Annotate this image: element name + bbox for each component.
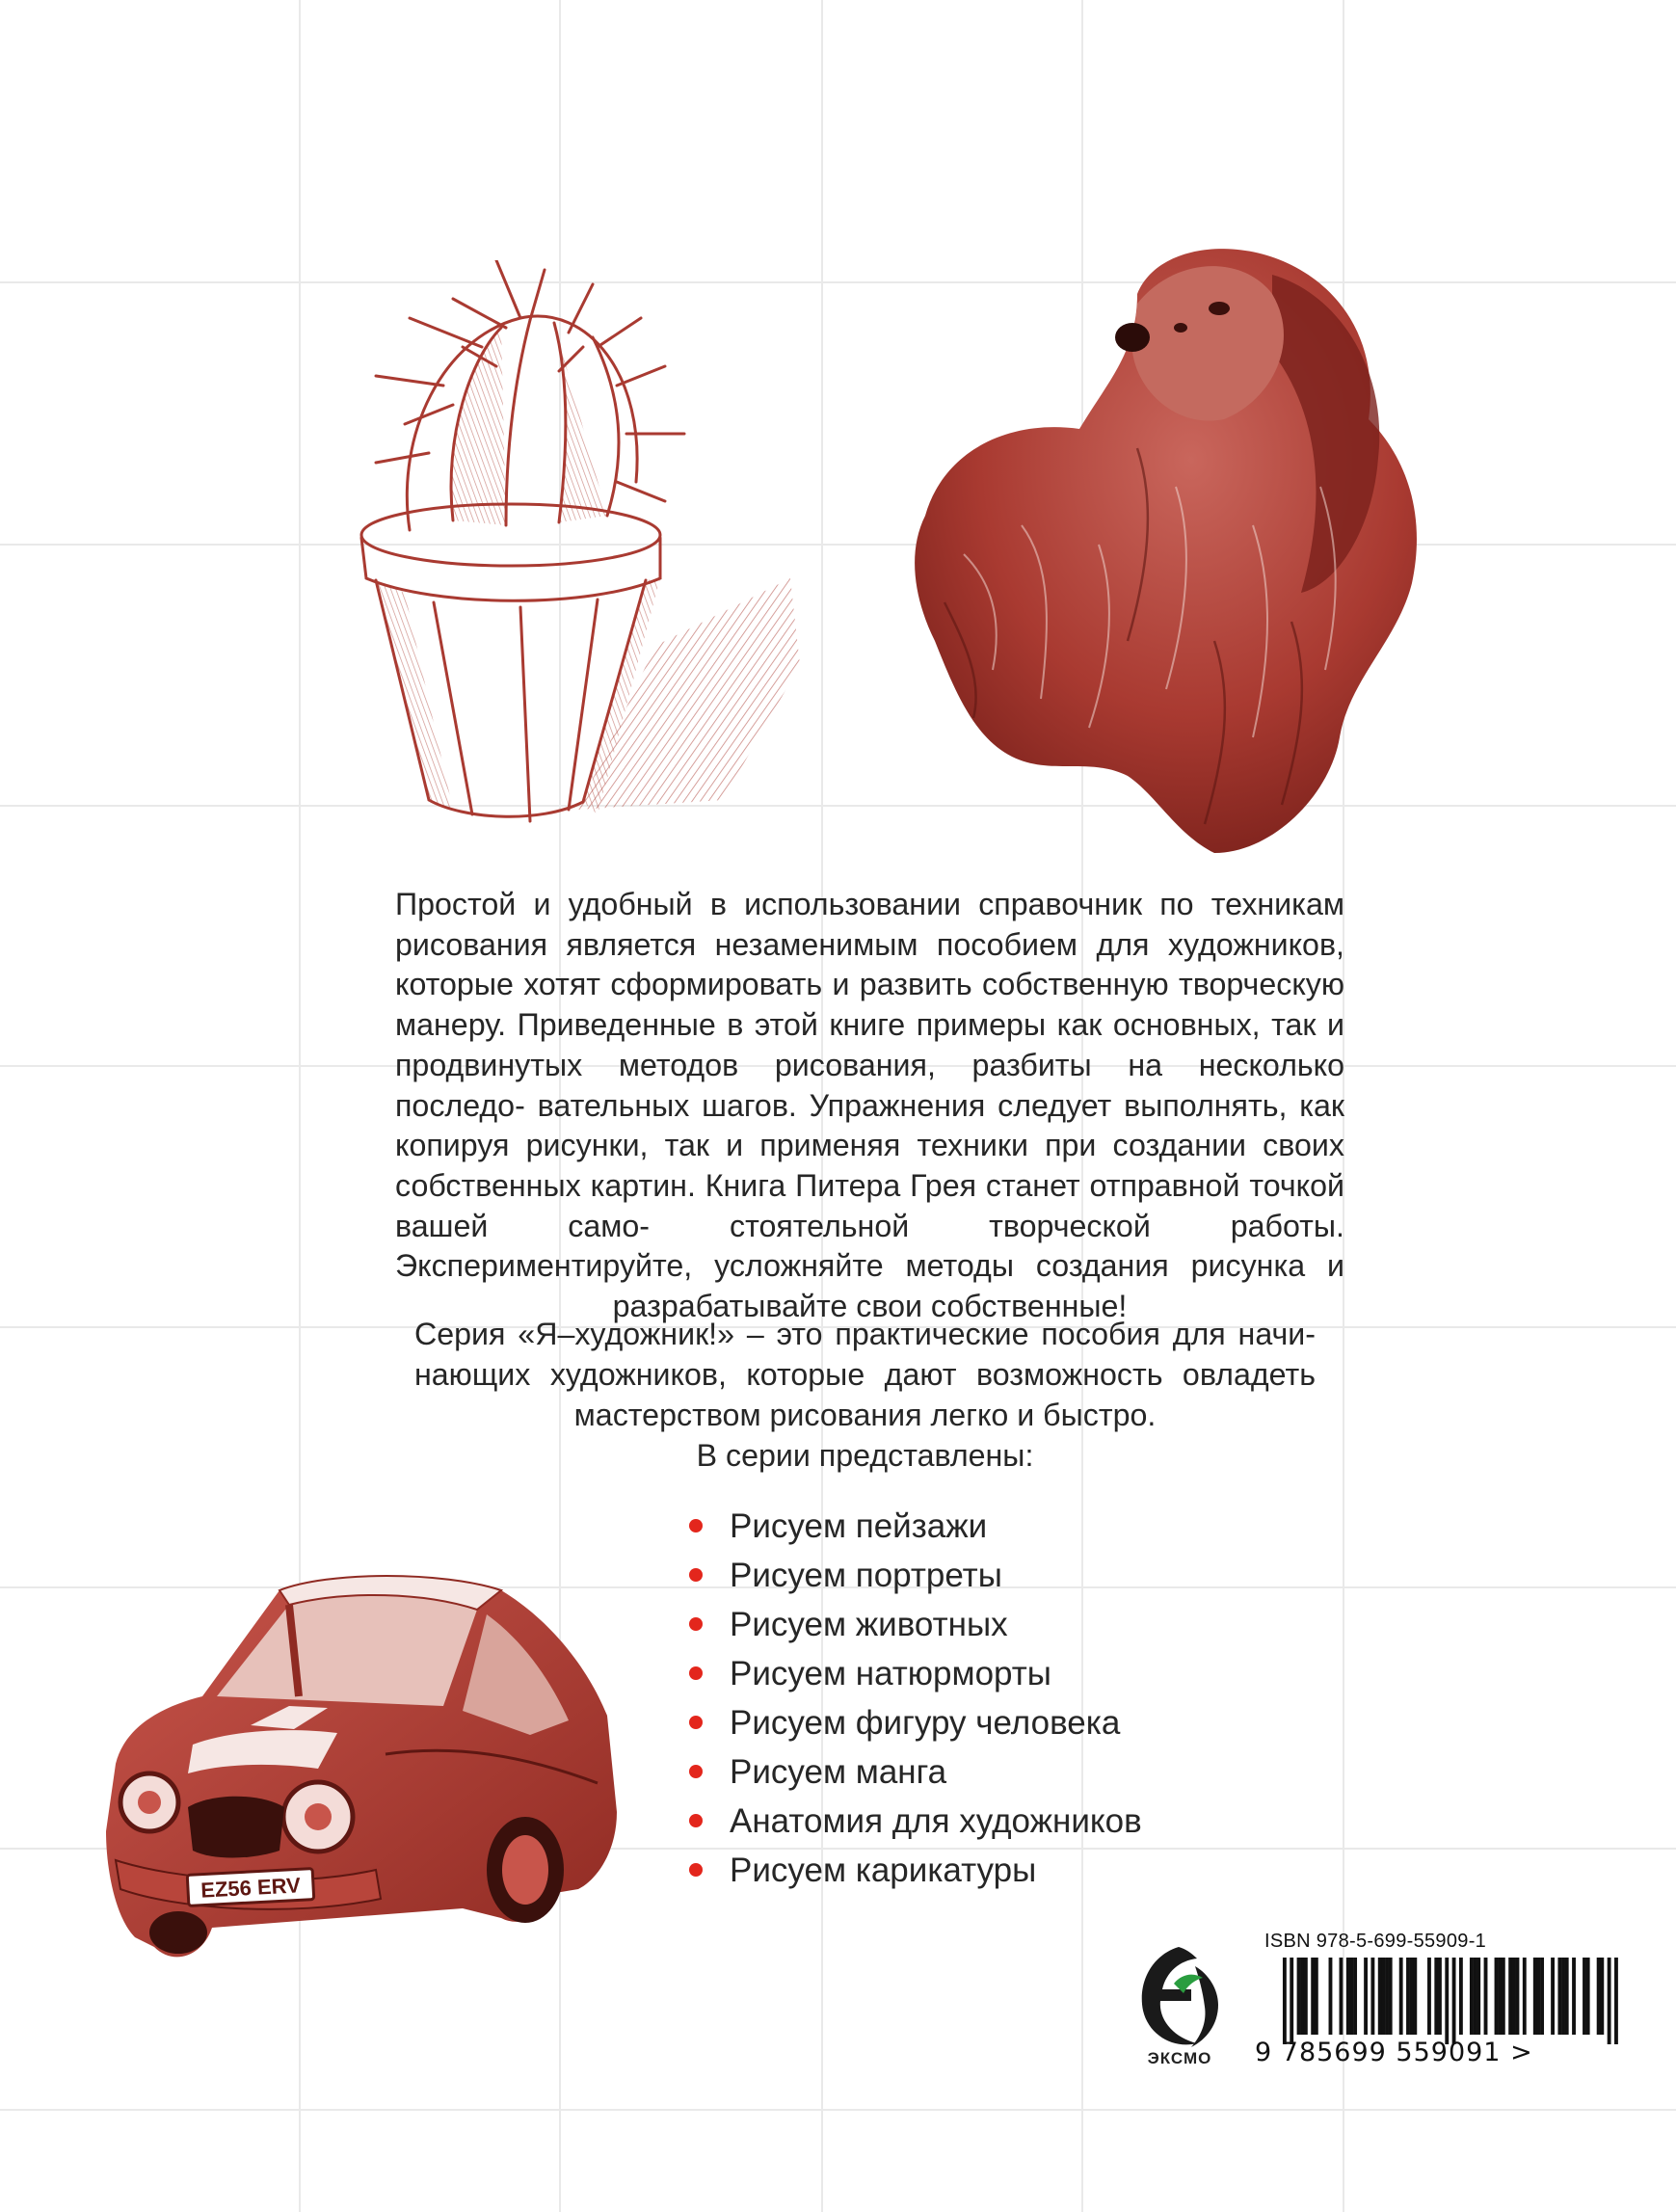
series-book-list	[678, 1502, 1142, 1895]
book-title: Рисуем натюрморты	[730, 1655, 1051, 1692]
bullet-icon	[689, 1863, 703, 1877]
barcode-bar	[1413, 1958, 1417, 2035]
barcode-bar	[1315, 1958, 1318, 2035]
book-title: Анатомия для художников	[730, 1802, 1142, 1840]
barcode-bar	[1495, 1958, 1499, 2035]
description-line: картин. Книга Питера Грея станет отправной точкой вашей само-	[395, 1167, 1344, 1243]
book-title: Рисуем животных	[730, 1606, 1008, 1643]
cactus-illustration	[337, 260, 819, 839]
barcode-bar	[1350, 1958, 1354, 2035]
description-line: вательных шагов. Упражнения следует выполнять, как копируя	[395, 1087, 1344, 1163]
barcode-bar	[1290, 1958, 1293, 2044]
barcode-bar	[1536, 1958, 1540, 2035]
barcode-bar	[1346, 1958, 1350, 2035]
barcode-bar	[1364, 1958, 1368, 2035]
barcode-bar	[1406, 1958, 1410, 2035]
barcode-bar	[1540, 1958, 1544, 2035]
barcode-bar	[1283, 1958, 1287, 2044]
book-description	[395, 885, 1344, 1327]
barcode-bar	[1551, 1958, 1555, 2035]
series-line: нающих художников, которые дают возможность овладеть	[414, 1357, 1316, 1392]
series-line: мастерством рисования легко и быстро.	[573, 1398, 1157, 1432]
barcode-bar	[1597, 1958, 1601, 2035]
barcode-bar	[1410, 1958, 1414, 2035]
book-title: Рисуем карикатуры	[730, 1852, 1037, 1889]
barcode-bar	[1459, 1958, 1463, 2035]
bullet-icon	[689, 1568, 703, 1582]
list-item	[678, 1747, 1142, 1797]
description-line: рисунки, так и применяя техники при создании своих собственных	[395, 1128, 1344, 1203]
barcode-bar	[1476, 1958, 1480, 2035]
list-item	[678, 1649, 1142, 1698]
dog-illustration	[887, 236, 1441, 863]
barcode-bar	[1311, 1958, 1315, 2035]
barcode-bar	[1434, 1958, 1438, 2035]
barcode-bar	[1427, 1958, 1431, 2035]
list-item	[678, 1698, 1142, 1747]
bullet-icon	[689, 1716, 703, 1729]
car-plate-text: EZ56 ERV	[200, 1873, 302, 1903]
barcode-bar	[1297, 1958, 1301, 2035]
barcode-bar	[1586, 1958, 1590, 2035]
barcode	[1262, 1958, 1625, 2044]
list-item	[678, 1502, 1142, 1551]
description-line: манеру. Приведенные в этой книге примеры как основных, так и	[395, 1007, 1344, 1043]
isbn-label: ISBN 978-5-699-55909-1	[1264, 1931, 1487, 1952]
barcode-bar	[1557, 1958, 1561, 2035]
bullet-icon	[689, 1519, 703, 1532]
barcode-bar	[1353, 1958, 1357, 2035]
barcode-bar	[1474, 1958, 1477, 2035]
barcode-bar	[1583, 1958, 1586, 2035]
barcode-bar	[1329, 1958, 1333, 2035]
list-item	[678, 1551, 1142, 1600]
list-item	[678, 1600, 1142, 1649]
barcode-bar	[1370, 1958, 1374, 2035]
book-title: Рисуем пейзажи	[730, 1507, 988, 1545]
barcode-number: 9 785699 559091 >	[1255, 2038, 1533, 2067]
description-line: Простой и удобный в использовании справочник по техникам	[395, 887, 1344, 921]
barcode-bar	[1533, 1958, 1537, 2035]
barcode-bar	[1608, 1958, 1611, 2044]
book-title: Рисуем портреты	[730, 1557, 1002, 1594]
barcode-bar	[1498, 1958, 1502, 2035]
barcode-bar	[1512, 1958, 1516, 2035]
barcode-bar	[1300, 1958, 1304, 2035]
book-title: Рисуем фигуру человека	[730, 1704, 1121, 1742]
barcode-bar	[1304, 1958, 1308, 2035]
barcode-bar	[1452, 1958, 1456, 2044]
list-item	[678, 1797, 1142, 1846]
barcode-bar	[1378, 1958, 1382, 2035]
barcode-bar	[1561, 1958, 1565, 2035]
barcode-bar	[1508, 1958, 1512, 2035]
bullet-icon	[689, 1765, 703, 1778]
series-line: Серия «Я–художник!» – это практические пособия для начи-	[414, 1317, 1316, 1351]
bullet-icon	[689, 1666, 703, 1680]
barcode-bar	[1600, 1958, 1604, 2035]
barcode-bar	[1502, 1958, 1505, 2035]
description-line: продвинутых методов рисования, разбиты на несколько последо-	[395, 1047, 1344, 1123]
description-line: методы создания рисунка и разрабатывайте свои собственные!	[612, 1248, 1344, 1324]
book-title: Рисуем манга	[730, 1753, 947, 1791]
eksmo-logo-icon	[1135, 1945, 1222, 2053]
series-description	[414, 1314, 1316, 1435]
barcode-bar	[1340, 1958, 1343, 2035]
description-line: стоятельной творческой работы. Экспериментируйте, усложняйте	[395, 1208, 1345, 1284]
barcode-bar	[1445, 1958, 1449, 2044]
barcode-bar	[1385, 1958, 1389, 2035]
barcode-bar	[1438, 1958, 1442, 2035]
barcode-bar	[1484, 1958, 1488, 2035]
barcode-bar	[1572, 1958, 1576, 2035]
description-line: рисования является незаменимым пособием для художников,	[395, 926, 1344, 962]
barcode-bar	[1516, 1958, 1520, 2035]
bullet-icon	[689, 1814, 703, 1827]
barcode-bar	[1470, 1958, 1474, 2035]
barcode-bar	[1565, 1958, 1569, 2035]
description-line: которые хотят сформировать и развить собственную творческую	[395, 967, 1344, 1002]
publisher-name: ЭКСМО	[1147, 2049, 1212, 2067]
bullet-icon	[689, 1617, 703, 1631]
barcode-bar	[1614, 1958, 1618, 2044]
list-item	[678, 1846, 1142, 1895]
series-heading: В серии представлены:	[696, 1438, 1034, 1473]
barcode-bar	[1523, 1958, 1527, 2035]
barcode-bar	[1389, 1958, 1393, 2035]
barcode-bar	[1381, 1958, 1385, 2035]
barcode-bar	[1399, 1958, 1403, 2035]
car-illustration	[96, 1561, 636, 1976]
